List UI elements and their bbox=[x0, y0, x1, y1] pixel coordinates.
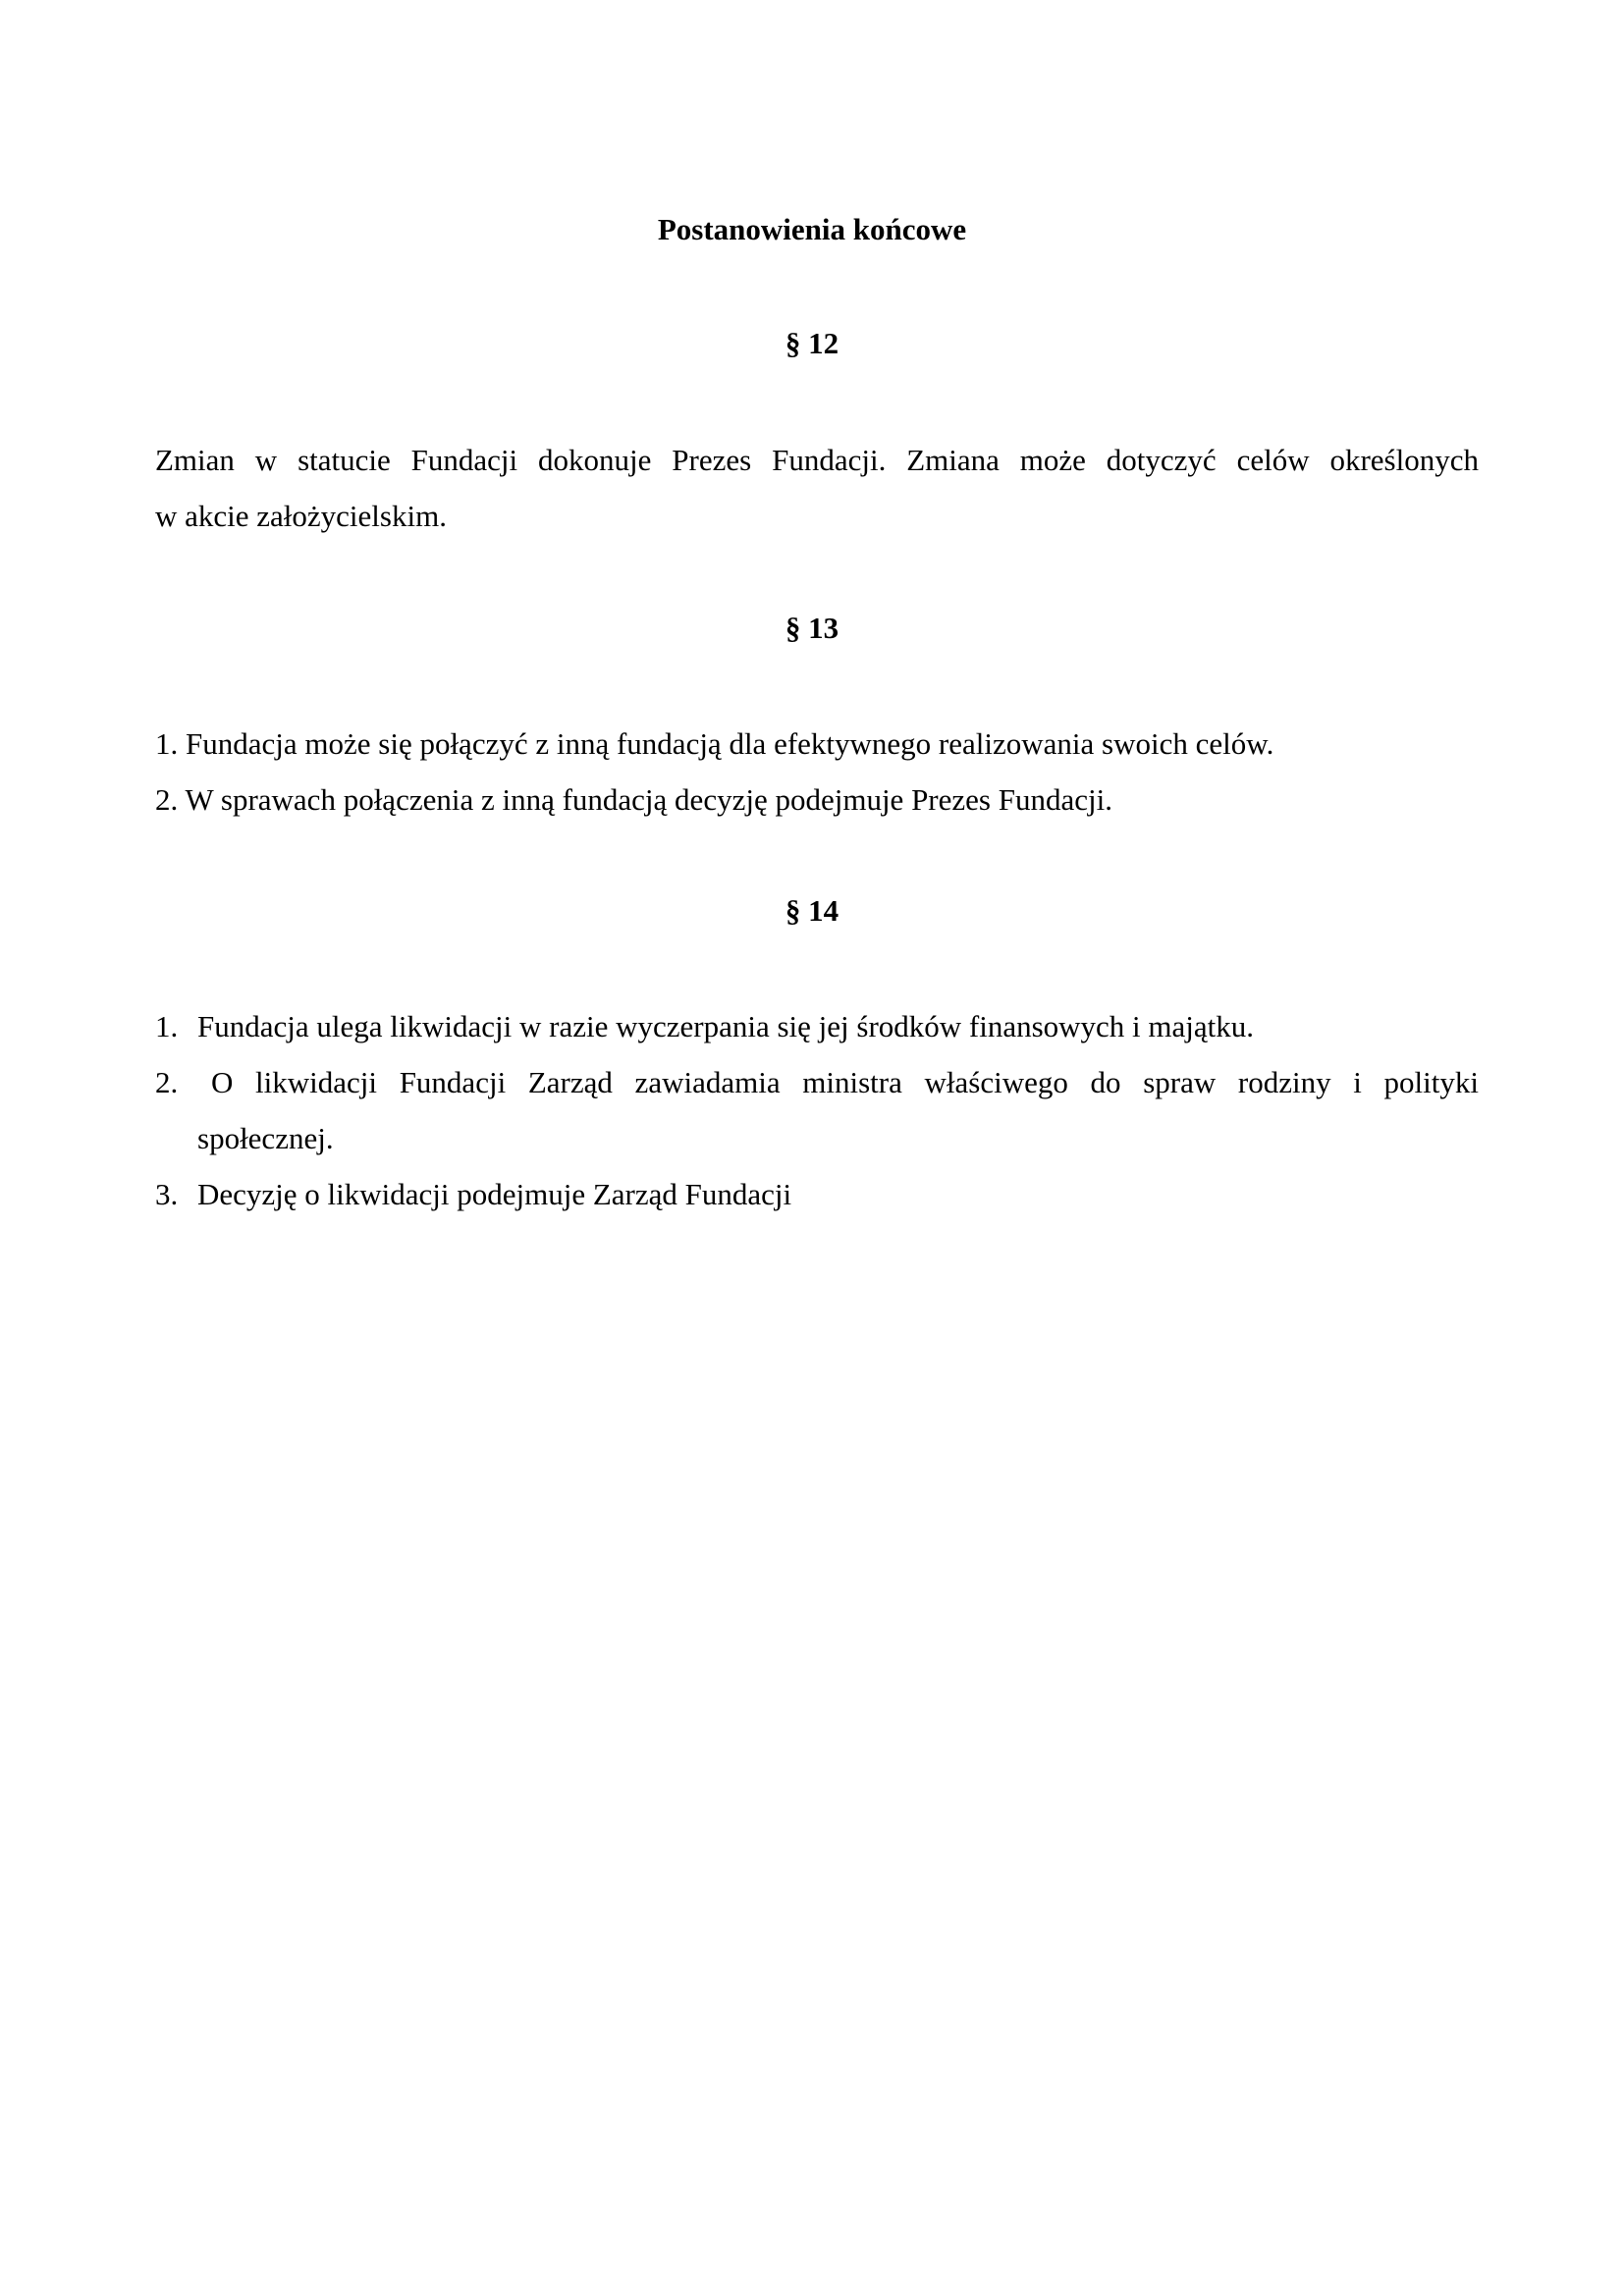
list-item bbox=[155, 998, 1479, 1054]
numbered-list bbox=[155, 998, 1479, 1222]
list-item: 2. W sprawach połączenia z inną fundacją decyzję podejmuje Prezes Fundacji. bbox=[155, 782, 1112, 817]
list-item-line: społecznej. bbox=[197, 1121, 334, 1155]
list-item-text bbox=[155, 1054, 1479, 1166]
list-item-line: Decyzję o likwidacji podejmuje Zarząd Fundacji bbox=[197, 1177, 792, 1211]
list-item-number: 2. bbox=[155, 1065, 179, 1099]
section-14-list bbox=[155, 998, 1479, 1222]
list-item bbox=[155, 1054, 1479, 1166]
list-item-line: O likwidacji Fundacji Zarząd zawiadamia ministra właściwego do spraw rodziny i polityki bbox=[211, 1065, 1479, 1099]
list-item-number: 1. bbox=[155, 1009, 179, 1043]
list-item-number: 3. bbox=[155, 1177, 179, 1211]
section-heading-13: § 13 bbox=[785, 611, 839, 645]
section-heading-14: § 14 bbox=[785, 893, 839, 928]
section-12-paragraph bbox=[155, 432, 1479, 544]
list-item-text bbox=[155, 1166, 1479, 1222]
list-item-text bbox=[155, 998, 1479, 1054]
list-item: 1. Fundacja może się połączyć z inną fundacją dla efektywnego realizowania swoich celów. bbox=[155, 726, 1274, 761]
paragraph-line: Zmian w statucie Fundacji dokonuje Prezes Fundacji. Zmiana może dotyczyć celów określonych bbox=[155, 443, 1479, 477]
paragraph-line: w akcie założycielskim. bbox=[155, 499, 447, 533]
list-item bbox=[155, 1166, 1479, 1222]
section-13-list bbox=[155, 716, 1479, 828]
document-title: Postanowienia końcowe bbox=[657, 212, 967, 246]
section-heading-12: § 12 bbox=[785, 326, 839, 360]
list-item-line: Fundacja ulega likwidacji w razie wyczerpania się jej środków finansowych i majątku. bbox=[197, 1009, 1255, 1043]
